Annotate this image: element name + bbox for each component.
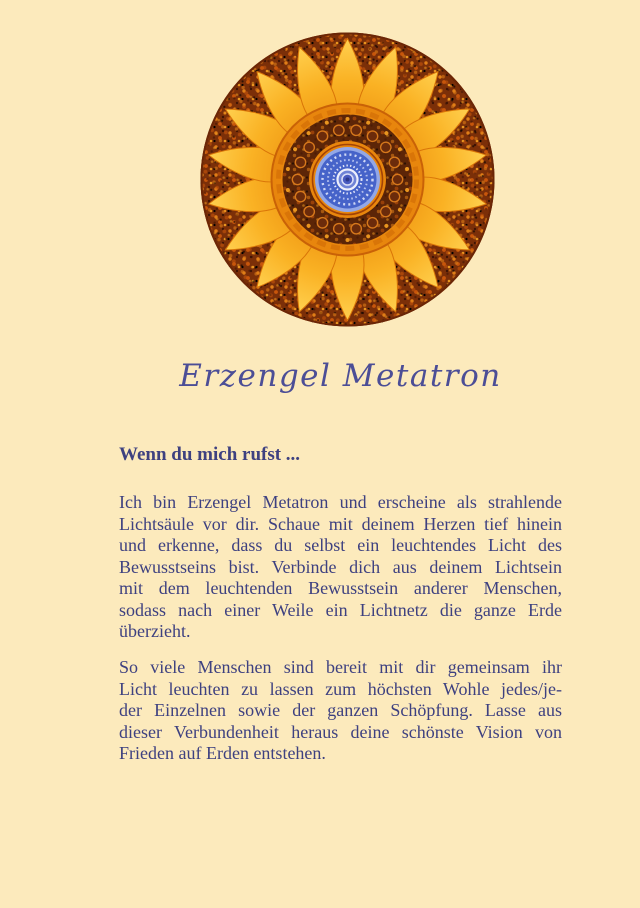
text-line: Ich bin Erzengel Metatron und erscheine als strahlende [119,492,562,512]
paragraph-2 [119,657,562,765]
text-line: dieser Verbundenheit heraus deine schönste Vision von [119,721,562,742]
text-line: So viele Menschen sind bereit mit dir gemeinsam ihr [119,657,562,677]
text-line: Lichtsäule vor dir. Schaue mit deinem Herzen tief hinein [119,513,562,534]
text-line: Licht leuchten zu lassen zum höchsten Wohle jedes/je- [119,678,562,699]
text-line: Bewusstseins bist. Verbinde dich aus deinem Lichtsein [119,556,562,577]
text-line: Frieden auf Erden entstehen. [119,743,326,763]
page-title: Erzengel Metatron [179,358,502,394]
section-heading: Wenn du mich rufst ... [119,444,301,465]
text-line: der Einzelnen sowie der ganzen Schöpfung. Lasse aus [119,700,562,720]
text-line: sodass nach einer Weile ein Lichtnetz die ganze Erde [119,599,562,620]
mandala-svg [199,31,496,328]
text-line: mit dem leuchtenden Bewusstsein anderer Menschen, [119,578,562,598]
text-line: und erkenne, dass du selbst ein leuchtendes Licht des [119,535,562,555]
paragraph-1 [119,492,562,643]
text-line: überzieht. [119,621,191,641]
sunflower-mandala-icon [199,31,496,328]
